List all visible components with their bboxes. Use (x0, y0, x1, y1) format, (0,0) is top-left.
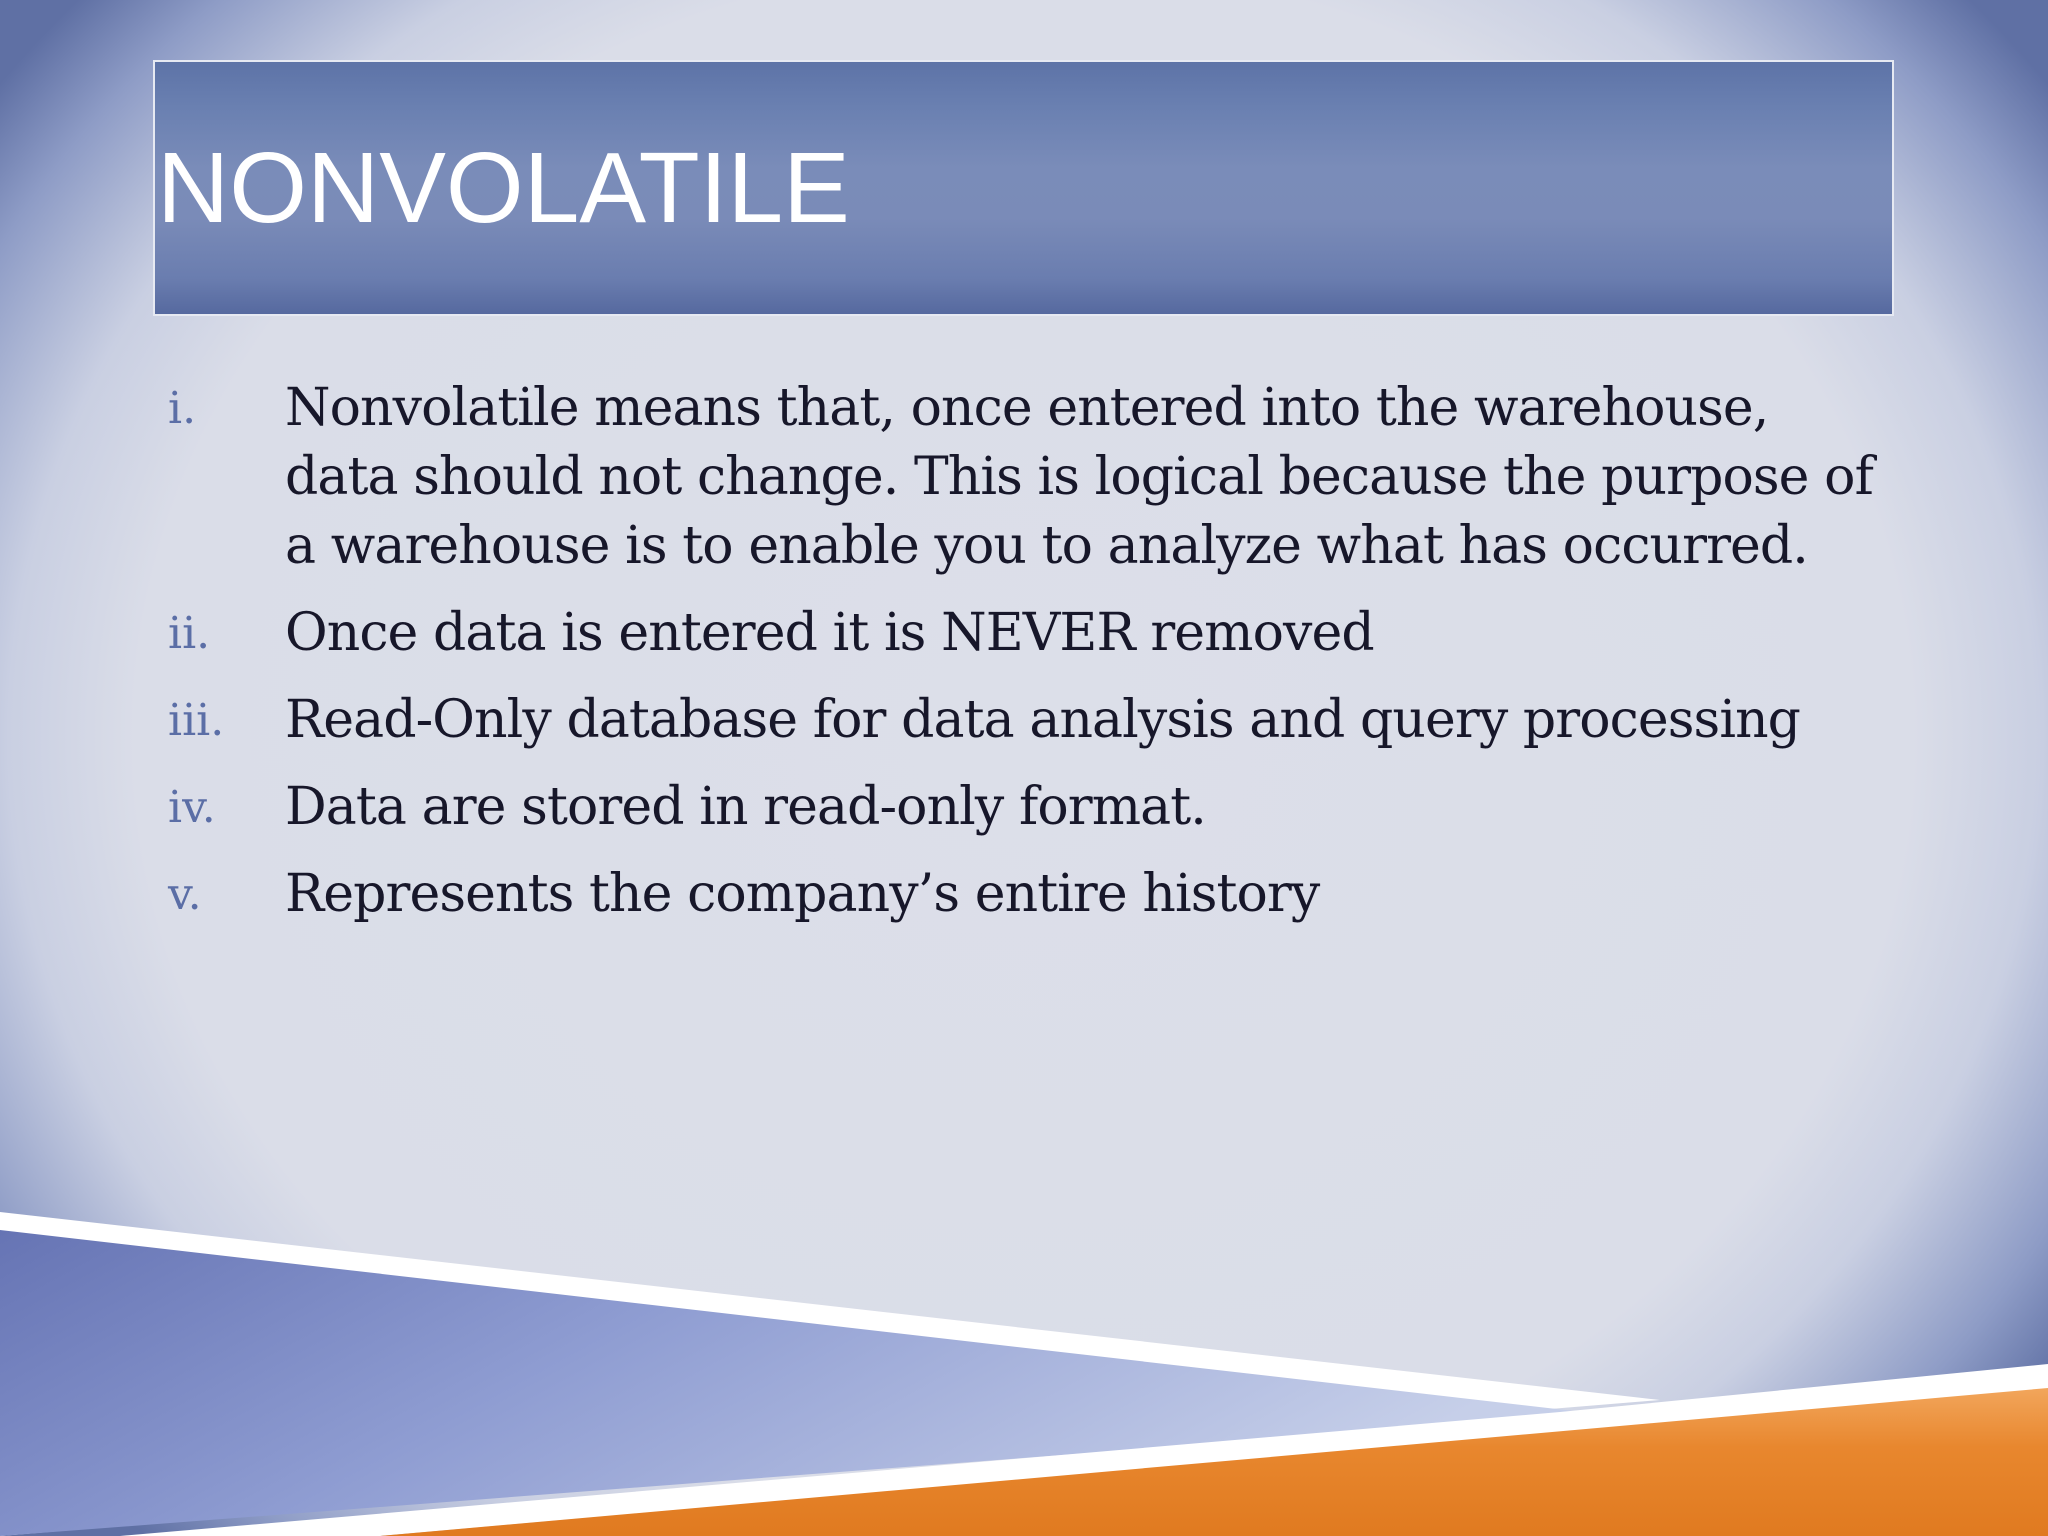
list-text: Nonvolatile means that, once entered into the warehouse, data should not change. This is logical because the purpose of a warehouse is to enable you to analyze what has occurred. (285, 378, 1873, 576)
list-item (168, 773, 1888, 842)
list-text: Once data is entered it is NEVER removed (285, 603, 1374, 663)
list-marker: i. (168, 383, 197, 434)
list-marker: ii. (168, 608, 211, 659)
list-item (168, 599, 1888, 668)
list-item (168, 860, 1888, 929)
list-item (168, 374, 1888, 581)
list-text: Data are stored in read-only format. (285, 777, 1206, 837)
list-text: Represents the company’s entire history (285, 864, 1320, 924)
list-item (168, 686, 1888, 755)
slide-title: NONVOLATILE (157, 132, 850, 244)
list-marker: iii. (168, 695, 225, 746)
list-text: Read-Only database for data analysis and query processing (285, 690, 1801, 750)
bullet-list (168, 374, 1888, 947)
list-marker: iv. (168, 782, 216, 833)
title-bar (153, 60, 1894, 316)
list-marker: v. (168, 869, 202, 920)
